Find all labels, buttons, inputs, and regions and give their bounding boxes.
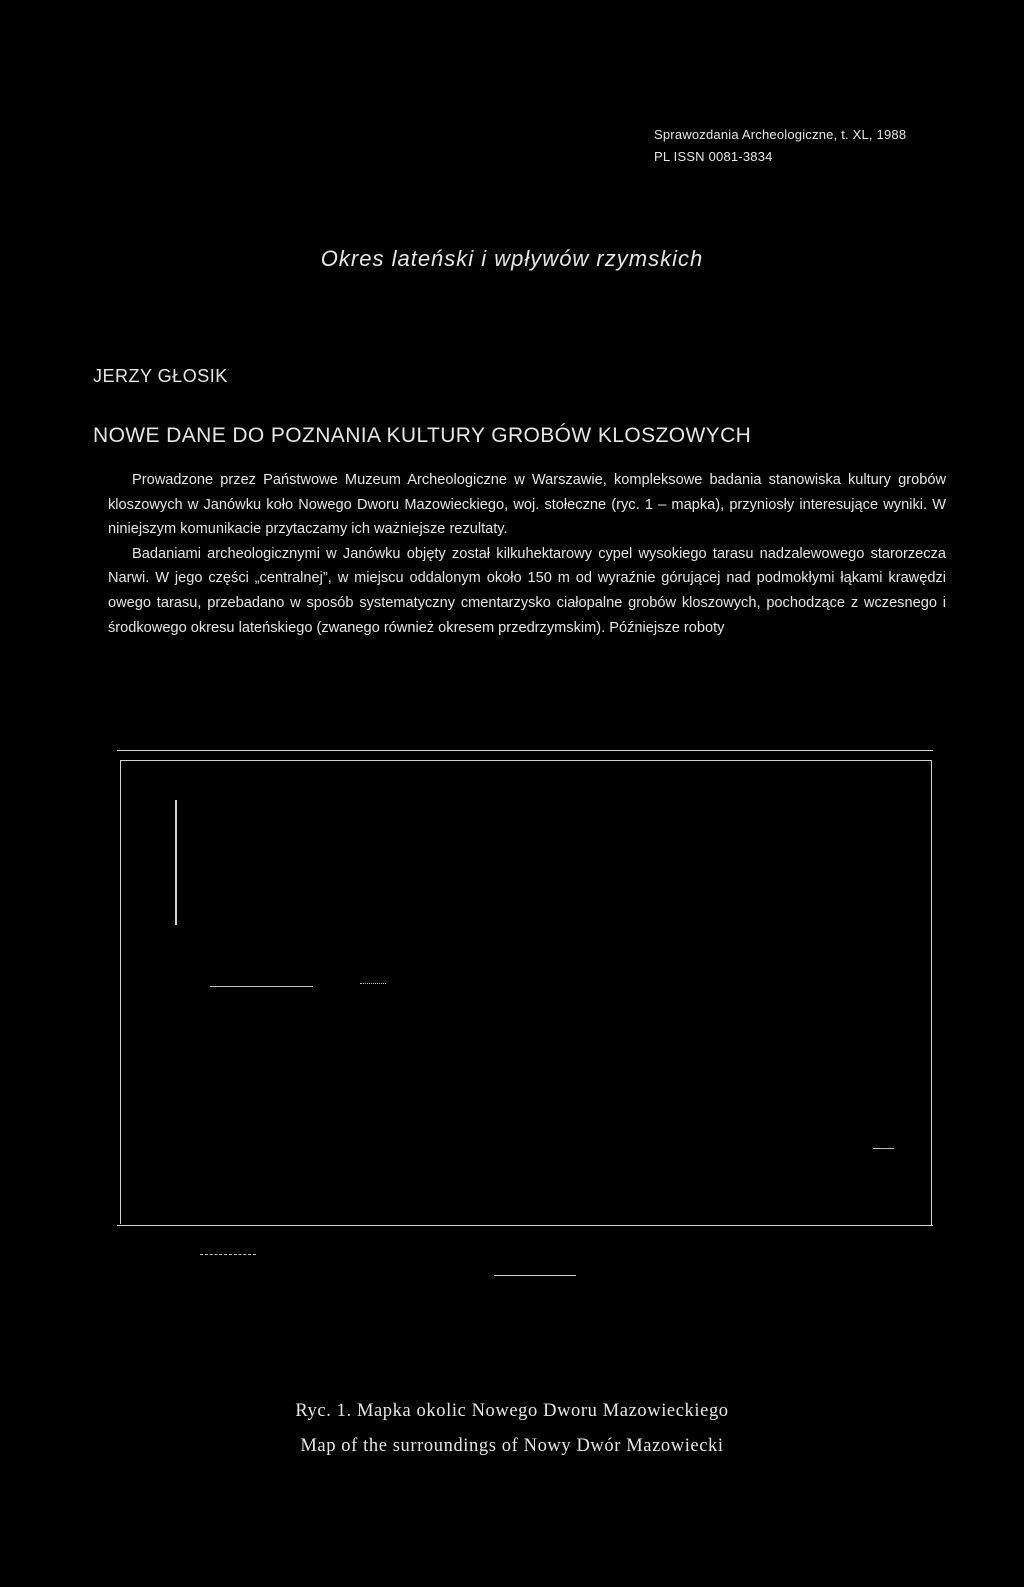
map-line-mark-east	[873, 1148, 894, 1149]
article-body	[108, 468, 946, 640]
figure-caption-polish: Ryc. 1. Mapka okolic Nowego Dworu Mazowieckiego	[295, 1401, 729, 1421]
journal-issn: PL ISSN 0081-3834	[654, 149, 773, 164]
article-title: NOWE DANE DO POZNANIA KULTURY GROBÓW KLOSZOWYCH	[93, 424, 752, 447]
map-line-mark-south	[200, 1254, 256, 1255]
map-line-river	[175, 800, 177, 925]
figure-caption-english: Map of the surroundings of Nowy Dwór Mazowiecki	[300, 1436, 724, 1456]
journal-header	[654, 124, 906, 168]
section-heading: Okres lateński i wpływów rzymskich	[320, 246, 704, 271]
map-frame-right	[931, 760, 932, 1226]
journal-citation: Sprawozdania Archeologiczne, t. XL, 1988	[654, 127, 907, 142]
paragraph-1: Prowadzone przez Państwowe Muzeum Archeologiczne w Warszawie, kompleksowe badania stanowiska kultury grobów kloszowych w Janówku koło Nowego Dworu Mazowieckiego, woj. stołeczne (ryc. 1 – mapka), przyniosły interesujące wyniki. W niniejszym komunikacie przytaczamy ich ważniejsze rezultaty.	[108, 472, 946, 538]
map-frame-top	[117, 750, 933, 751]
map-line-road	[210, 986, 313, 987]
map-frame-left	[120, 760, 121, 1224]
map-frame-bottom	[117, 1225, 933, 1226]
map-line-boundary	[360, 983, 386, 984]
paragraph-2: Badaniami archeologicznymi w Janówku objęty został kilkuhektarowy cypel wysokiego tarasu nadzalewowego starorzecza Narwi. W jego części „centralnej”, w miejscu oddalonym około 150 m od wyraźnie górującej nad podmokłymi łąkami krawędzi owego tarasu, przebadano w sposób systematyczny cmentarzysko ciałopalne grobów kloszowych, pochodzące z wczesnego i środkowego okresu lateńskiego (zwanego również okresem przedrzymskim). Późniejsze roboty	[108, 545, 946, 636]
author-name: JERZY GŁOSIK	[93, 366, 228, 386]
map-scale-bar	[494, 1275, 576, 1276]
map-frame-inner-top	[120, 760, 932, 761]
